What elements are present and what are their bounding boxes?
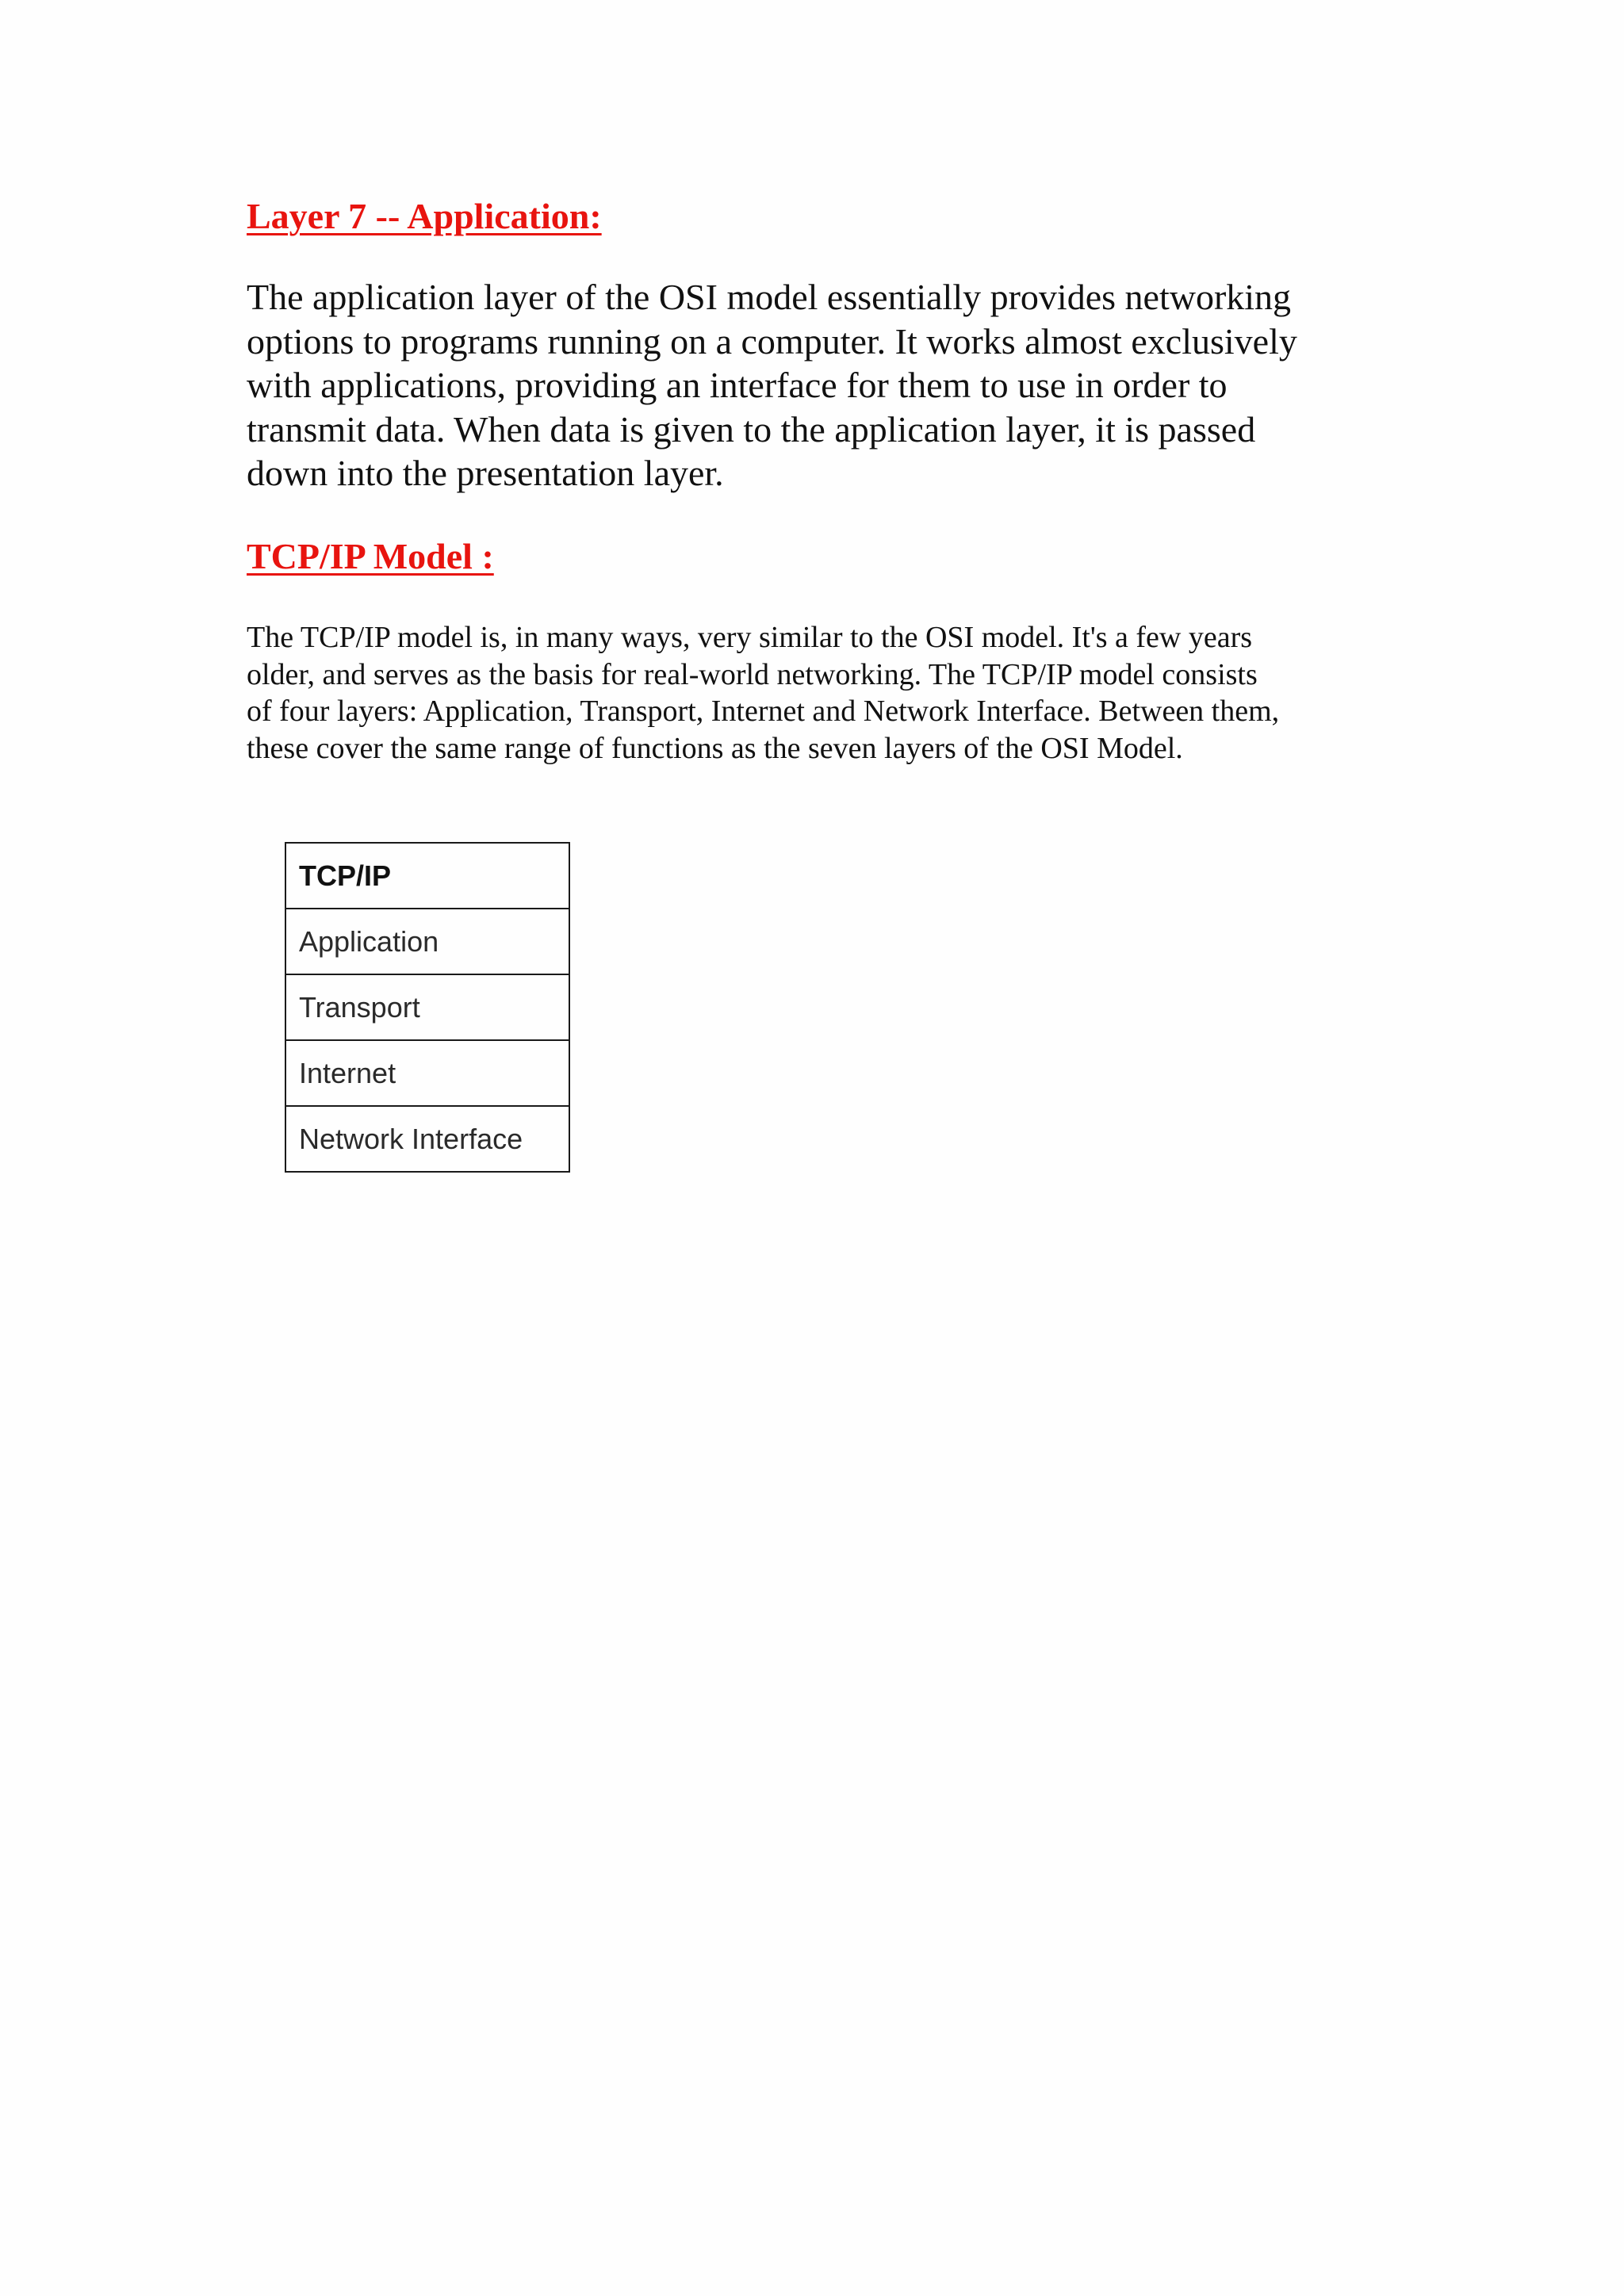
paragraph-line: with applications, providing an interface for them to use in order to xyxy=(247,365,1228,405)
heading-layer7-application: Layer 7 -- Application: xyxy=(247,196,602,236)
paragraph-line: The application layer of the OSI model essentially provides networking xyxy=(247,277,1292,317)
table-cell-network-interface: Network Interface xyxy=(285,1106,569,1172)
paragraph-application-layer xyxy=(247,275,1388,496)
table-header-cell: TCP/IP xyxy=(285,843,569,909)
paragraph-line: options to programs running on a computer. It works almost exclusively xyxy=(247,320,1297,362)
paragraph-line: older, and serves as the basis for real-world networking. The TCP/IP model consists xyxy=(247,657,1258,691)
table-cell-transport: Transport xyxy=(285,974,569,1040)
paragraph-line: of four layers: Application, Transport, Internet and Network Interface. Between them, xyxy=(247,695,1280,728)
table-cell-internet: Internet xyxy=(285,1040,569,1106)
table-row xyxy=(285,909,569,974)
table-row xyxy=(285,974,569,1040)
paragraph-tcpip-model xyxy=(247,619,1388,767)
heading-tcpip-model: TCP/IP Model : xyxy=(247,536,494,576)
table-row xyxy=(285,1106,569,1172)
tcpip-layers-table xyxy=(285,842,570,1173)
paragraph-line: down into the presentation layer. xyxy=(247,453,724,493)
paragraph-line: these cover the same range of functions as the seven layers of the OSI Model. xyxy=(247,731,1183,765)
table-header-row xyxy=(285,843,569,909)
paragraph-line: The TCP/IP model is, in many ways, very similar to the OSI model. It's a few years xyxy=(247,621,1253,654)
table-cell-application: Application xyxy=(285,909,569,974)
paragraph-line: transmit data. When data is given to the application layer, it is passed xyxy=(247,408,1256,450)
table-row xyxy=(285,1040,569,1106)
